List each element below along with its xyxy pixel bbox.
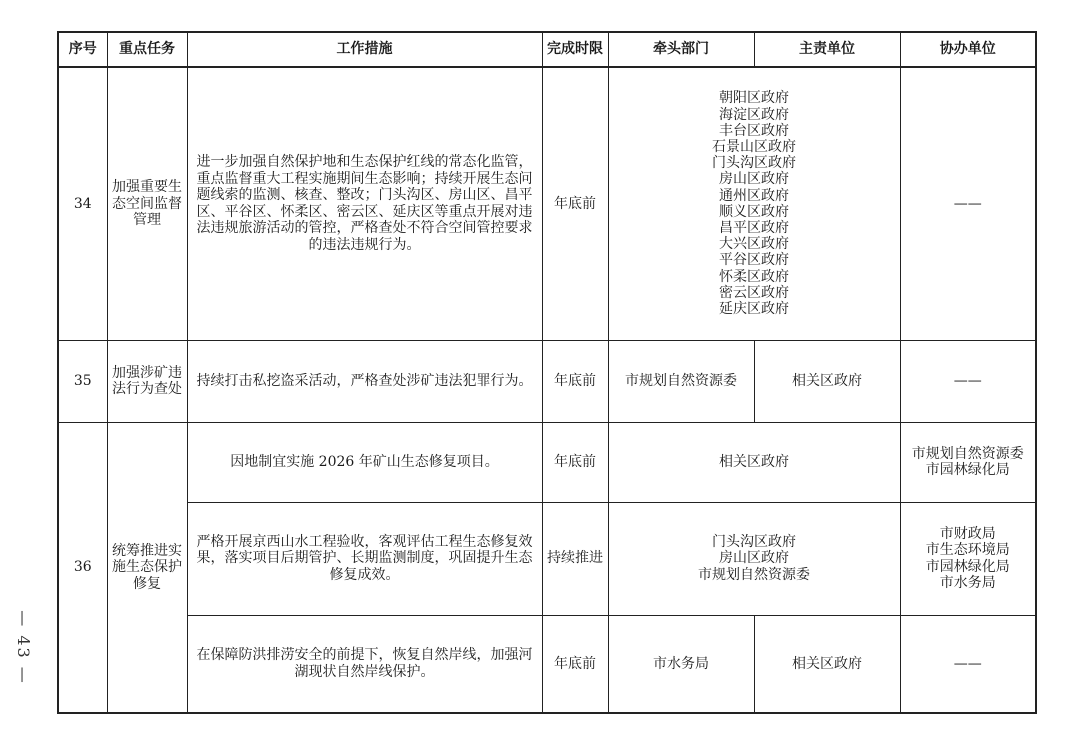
unit-line: 延庆区政府	[719, 300, 789, 317]
unit-line: 房山区政府	[719, 171, 789, 188]
unit-line: 怀柔区政府	[719, 268, 789, 285]
table-row	[58, 422, 1036, 502]
measure-cell: 进一步加强自然保护地和生态保护红线的常态化监管，重点监督重大工程实施期间生态影响；持续开展生态问题线索的监测、核查、整改；门头沟区、房山区、昌平区、平谷区、怀柔区、密云区、延庆区等重点开展对违法违规旅游活动的管控，严格查处不符合空间管控要求的违法违规行为。	[187, 67, 542, 340]
table-row	[58, 67, 1036, 340]
task-cell: 加强涉矿违法行为查处	[107, 340, 187, 422]
resp-cell: 相关区政府	[754, 340, 900, 422]
assist-line: 市园林绿化局	[925, 558, 1010, 575]
table-row	[58, 340, 1036, 422]
deadline-cell: 年底前	[542, 340, 608, 422]
unit-line: 市规划自然资源委	[698, 566, 810, 583]
resp-cell: 相关区政府	[754, 615, 900, 713]
assist-line: 市生态环境局	[925, 542, 1010, 559]
task-cell: 加强重要生态空间监督管理	[107, 67, 187, 340]
header-assist: 协办单位	[900, 32, 1036, 67]
header-task: 重点任务	[107, 32, 187, 67]
seq-cell: 35	[58, 340, 107, 422]
unit-line: 通州区政府	[719, 187, 789, 204]
unit-line: 朝阳区政府	[719, 90, 789, 107]
deadline-cell: 年底前	[542, 67, 608, 340]
unit-line: 昌平区政府	[719, 219, 789, 236]
measure-cell: 持续打击私挖盗采活动，严格查处涉矿违法犯罪行为。	[187, 340, 542, 422]
header-deadline: 完成时限	[542, 32, 608, 67]
page-number	[8, 592, 38, 702]
unit-line: 门头沟区政府	[712, 155, 796, 172]
unit-line: 大兴区政府	[719, 236, 789, 253]
empty-dash: ——	[953, 372, 982, 389]
deadline-cell: 年底前	[542, 422, 608, 502]
deadline-cell: 持续推进	[542, 502, 608, 615]
unit-line: 房山区政府	[719, 550, 789, 567]
assist-line: 市规划自然资源委	[911, 445, 1024, 462]
empty-dash: ——	[953, 655, 982, 672]
header-seq: 序号	[58, 32, 107, 67]
assist-line: 市财政局	[939, 526, 996, 543]
merged-units-cell	[608, 422, 900, 502]
assist-cell	[900, 340, 1036, 422]
page-number-text: — 43 —	[13, 609, 33, 685]
lead-cell: 市水务局	[608, 615, 754, 713]
unit-line: 丰台区政府	[719, 122, 789, 139]
unit-line: 顺义区政府	[719, 203, 789, 220]
assist-cell	[900, 67, 1036, 340]
unit-line: 石景山区政府	[712, 138, 796, 155]
merged-units-cell	[608, 67, 900, 340]
unit-line: 相关区政府	[719, 453, 789, 470]
header-row	[58, 32, 1036, 67]
seq-cell: 36	[58, 422, 107, 713]
merged-units-cell	[608, 502, 900, 615]
table-row	[58, 502, 1036, 615]
assist-cell	[900, 422, 1036, 502]
unit-line: 门头沟区政府	[712, 534, 796, 551]
assist-cell	[900, 615, 1036, 713]
assist-line: 市园林绿化局	[925, 462, 1010, 478]
unit-line: 平谷区政府	[719, 252, 789, 269]
assist-line: 市水务局	[939, 574, 996, 591]
table-row	[58, 615, 1036, 713]
empty-dash: ——	[953, 195, 982, 212]
header-measure: 工作措施	[187, 32, 542, 67]
measure-cell: 在保障防洪排涝安全的前提下，恢复自然岸线，加强河湖现状自然岸线保护。	[187, 615, 542, 713]
seq-cell: 34	[58, 67, 107, 340]
header-lead: 牵头部门	[608, 32, 754, 67]
unit-line: 密云区政府	[719, 284, 789, 301]
lead-cell: 市规划自然资源委	[608, 340, 754, 422]
unit-line: 海淀区政府	[719, 106, 789, 123]
assist-cell	[900, 502, 1036, 615]
task-table	[57, 31, 1037, 714]
deadline-cell: 年底前	[542, 615, 608, 713]
measure-cell: 因地制宜实施 2026 年矿山生态修复项目。	[187, 422, 542, 502]
header-resp: 主责单位	[754, 32, 900, 67]
measure-cell: 严格开展京西山水工程验收，客观评估工程生态修复效果，落实项目后期管护、长期监测制度，巩固提升生态修复成效。	[187, 502, 542, 615]
task-cell: 统筹推进实施生态保护修复	[107, 422, 187, 713]
